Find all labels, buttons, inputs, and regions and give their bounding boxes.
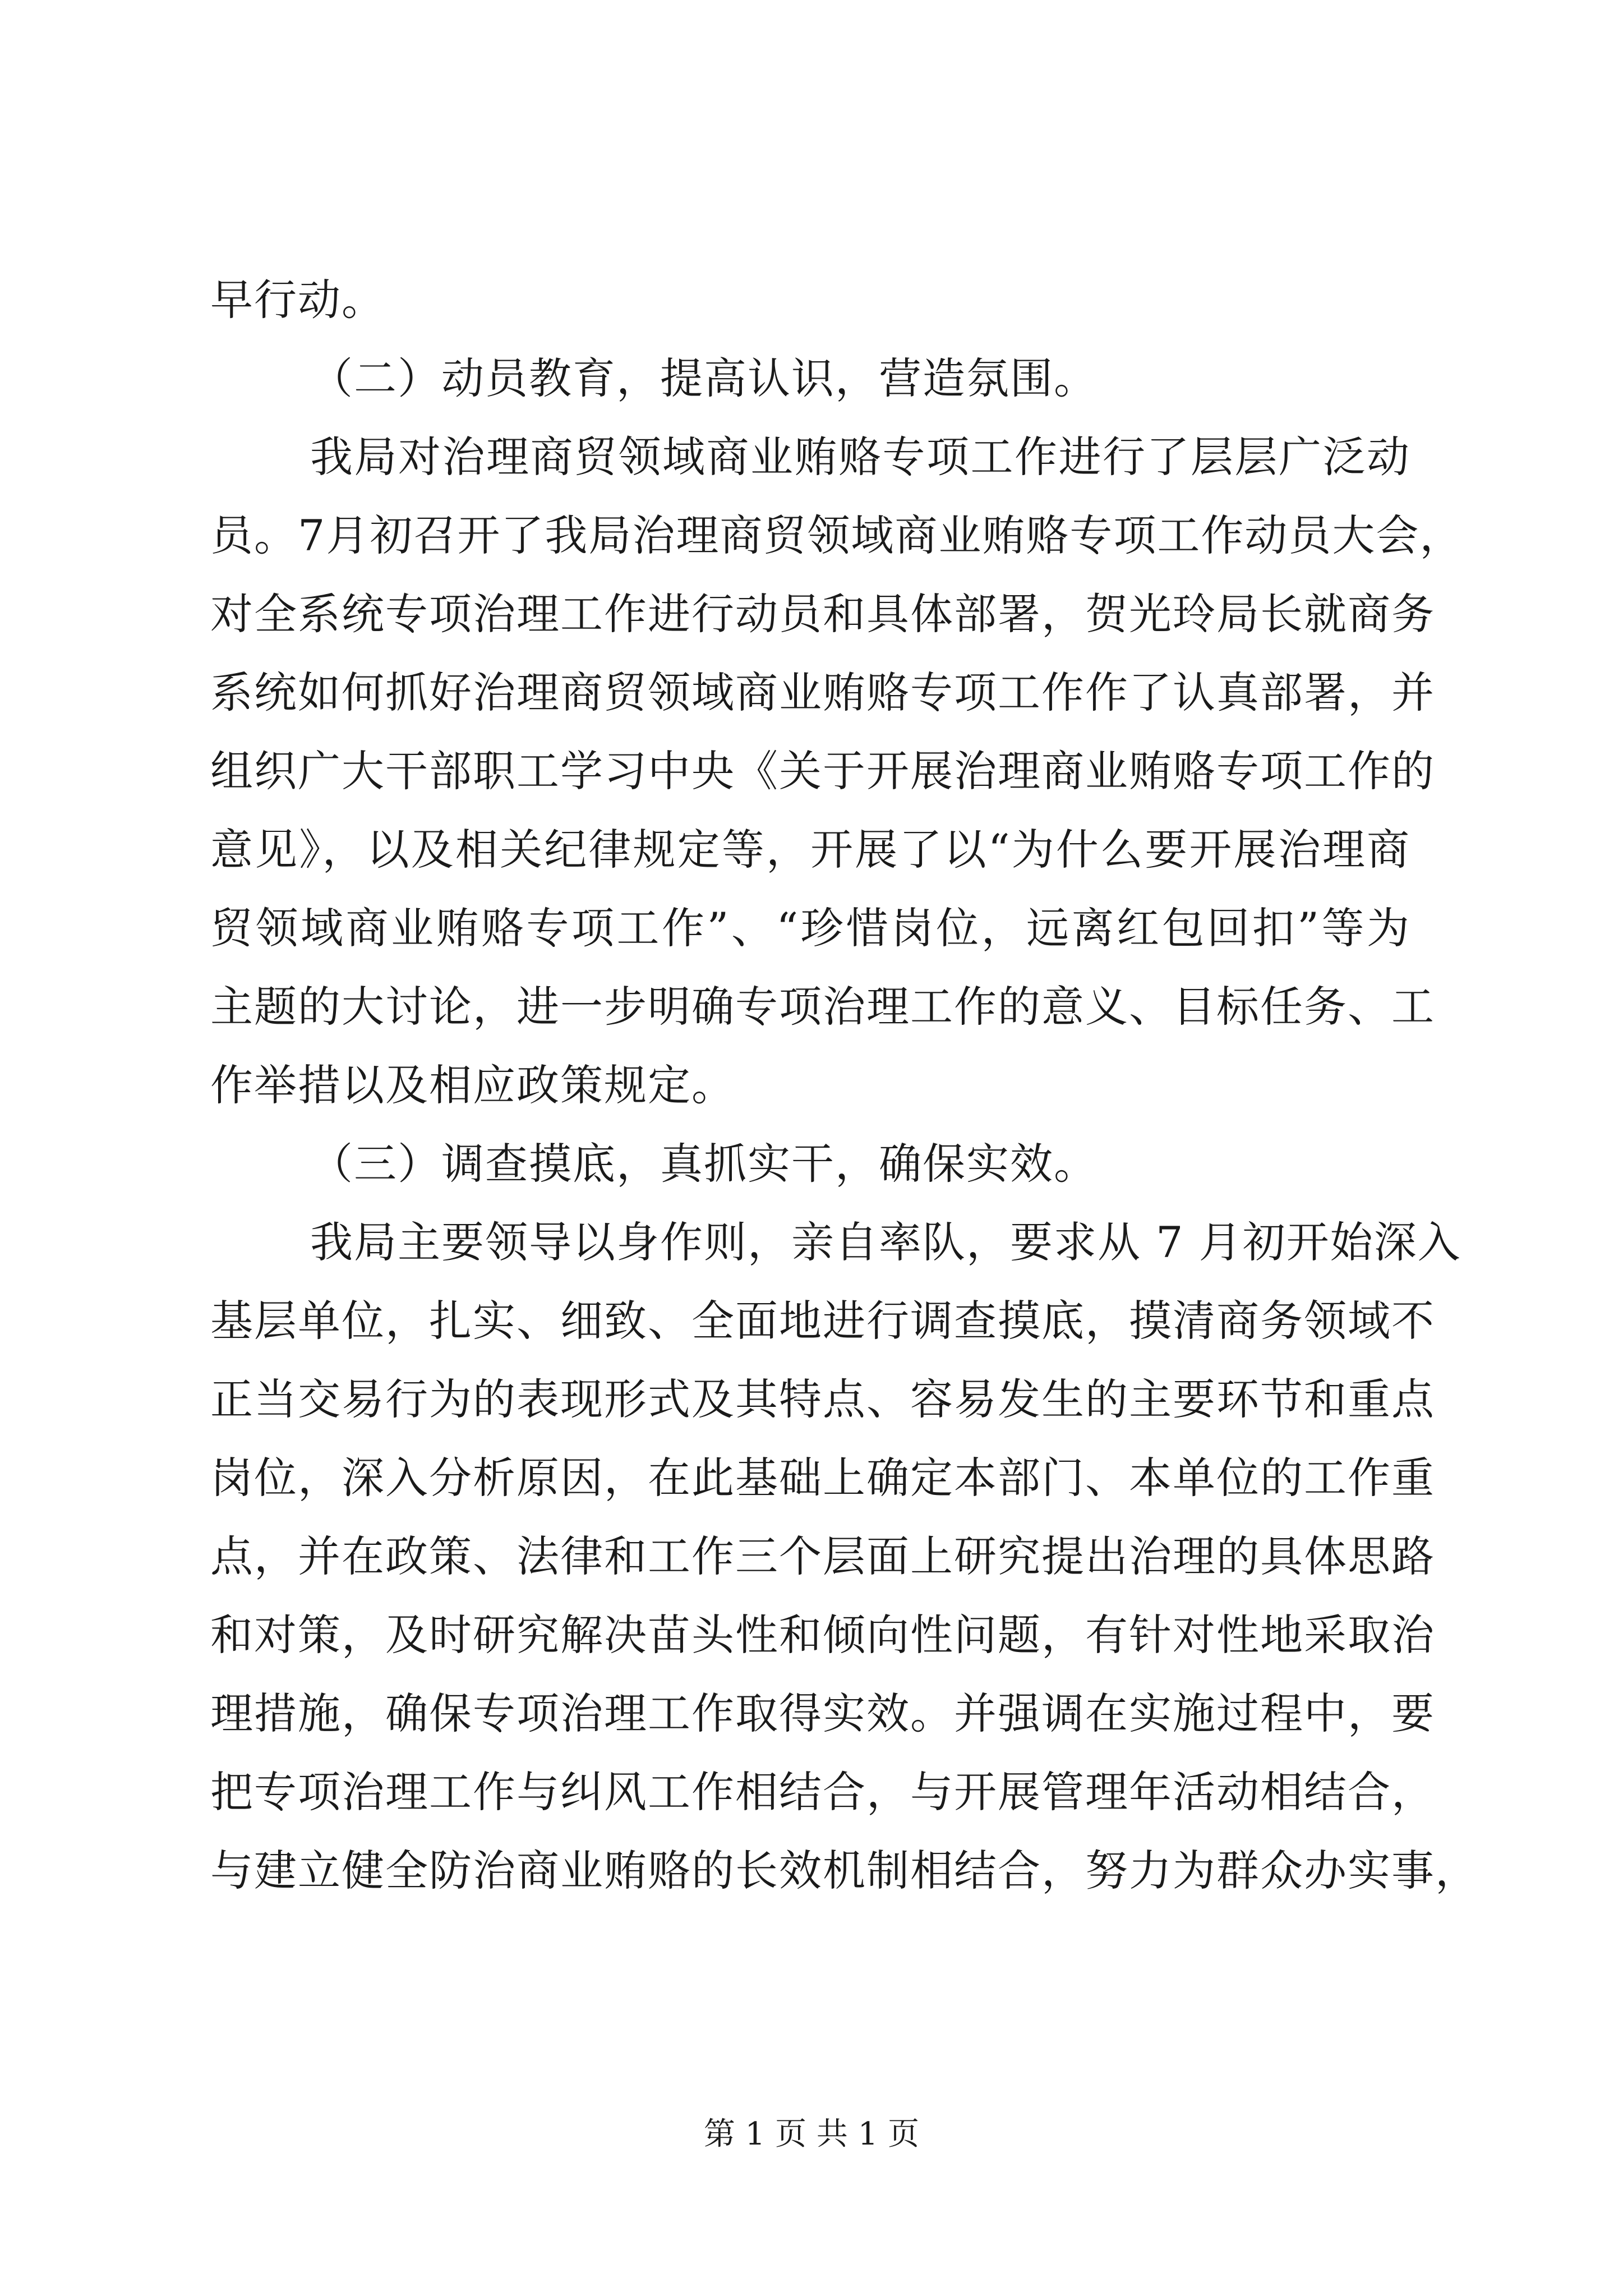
text-line: 对全系统专项治理工作进行动员和具体部署，贺光玲局长就商务	[210, 589, 1435, 639]
text-line: 系统如何抓好治理商贸领域商业贿赂专项工作作了认真部署，并	[210, 668, 1435, 717]
text-line: 基层单位，扎实、细致、全面地进行调查摸底，摸清商务领域不	[210, 1296, 1435, 1346]
text-line: 正当交易行为的表现形式及其特点、容易发生的主要环节和重点	[210, 1374, 1435, 1424]
page-footer: 第 1 页 共 1 页	[703, 2116, 920, 2152]
text-line: 组织广大干部职工学习中央《关于开展治理商业贿赂专项工作的	[210, 746, 1435, 796]
text-line: 理措施，确保专项治理工作取得实效。并强调在实施过程中，要	[210, 1688, 1435, 1738]
text-line: 意见》，以及相关纪律规定等，开展了以“为什么要开展治理商	[210, 825, 1410, 875]
text-line: 作举措以及相应政策规定。	[210, 1060, 735, 1110]
section-heading: （三）调查摸底，真抓实干，确保实效。	[310, 1139, 1098, 1189]
text-line: 员。7月初召开了我局治理商贸领域商业贿赂专项工作动员大会，	[210, 510, 1464, 560]
text-line: 与建立健全防治商业贿赂的长效机制相结合，努力为群众办实事，	[210, 1846, 1479, 1895]
text-line: 贸领域商业贿赂专项工作”、“珍惜岗位，远离红包回扣”等为	[210, 903, 1410, 953]
text-line: 我局主要领导以身作则，亲自率队，要求从 7 月初开始深入	[310, 1217, 1461, 1267]
text-line: 和对策，及时研究解决苗头性和倾向性问题，有针对性地采取治	[210, 1610, 1435, 1660]
text-line: 我局对治理商贸领域商业贿赂专项工作进行了层层广泛动	[310, 432, 1410, 482]
text-line: 把专项治理工作与纠风工作相结合，与开展管理年活动相结合，	[210, 1767, 1435, 1817]
text-line: 岗位，深入分析原因，在此基础上确定本部门、本单位的工作重	[210, 1453, 1435, 1503]
text-line: 早行动。	[210, 275, 385, 325]
text-line: 点，并在政策、法律和工作三个层面上研究提出治理的具体思路	[210, 1531, 1435, 1581]
text-line: 主题的大讨论，进一步明确专项治理工作的意义、目标任务、工	[210, 982, 1435, 1032]
section-heading: （二）动员教育，提高认识，营造氛围。	[310, 353, 1098, 403]
